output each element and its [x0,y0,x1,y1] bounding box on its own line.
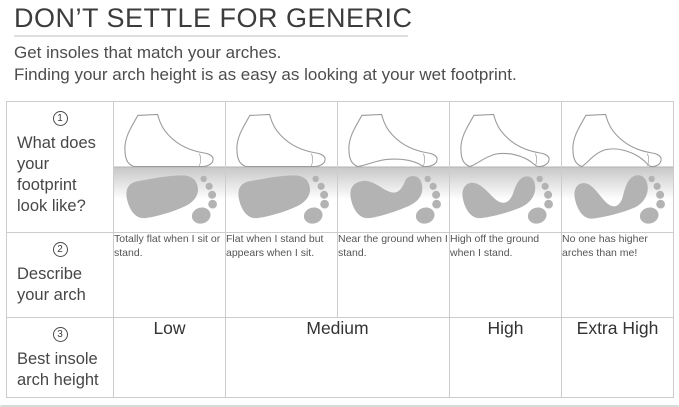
arch-description-medium-arch: Near the ground when I stand. [338,233,450,318]
insole-height-high: High [450,318,562,398]
insole-height-low: Low [114,318,226,398]
describe-arch-question: Describe your arch [17,265,86,304]
insole-height-medium: Medium [226,318,450,398]
arch-comparison-table [6,101,674,398]
footprint-cell-high-arch [450,102,562,233]
insole-height-question: Best insole arch height [17,350,99,389]
footprint-cell-flat-standing [226,102,338,233]
step-1-badge: 1 [53,111,68,126]
high-arch-foot-footprint-icon [450,102,561,232]
footprint-row [7,102,674,233]
title-underline [14,35,408,37]
arch-description-flat-standing: Flat when I stand but appears when I sit. [226,233,338,318]
arch-description-high-arch: High off the ground when I stand. [450,233,562,318]
arch-description-totally-flat: Totally flat when I sit or stand. [114,233,226,318]
header [0,4,679,85]
page-title: DON’T SETTLE FOR GENERIC [14,3,413,33]
insole-height-row-label [7,318,114,398]
subtitle [14,42,665,85]
footprint-cell-totally-flat [114,102,226,233]
step-3-badge: 3 [53,327,68,342]
footprint-row-question: What does your footprint look like? [17,134,96,215]
medium-arch-foot-footprint-icon [338,102,449,232]
describe-arch-row-label [7,233,114,318]
insole-height-row [7,318,674,398]
flat-foot-and-footprint-icon [114,102,225,232]
subtitle-line-2: Finding your arch height is as easy as looking at your wet footprint. [14,64,517,84]
subtitle-line-1: Get insoles that match your arches. [14,43,282,62]
footprint-cell-extra-high-arch [562,102,674,233]
flat-foot-and-footprint-icon [226,102,337,232]
insole-height-extra-high: Extra High [562,318,674,398]
extra-high-arch-foot-footprint-icon [562,102,673,232]
footprint-cell-medium-arch [338,102,450,233]
describe-arch-row [7,233,674,318]
step-2-badge: 2 [53,242,68,257]
footprint-row-label [7,102,114,233]
arch-description-extra-high: No one has higher arches than me! [562,233,674,318]
